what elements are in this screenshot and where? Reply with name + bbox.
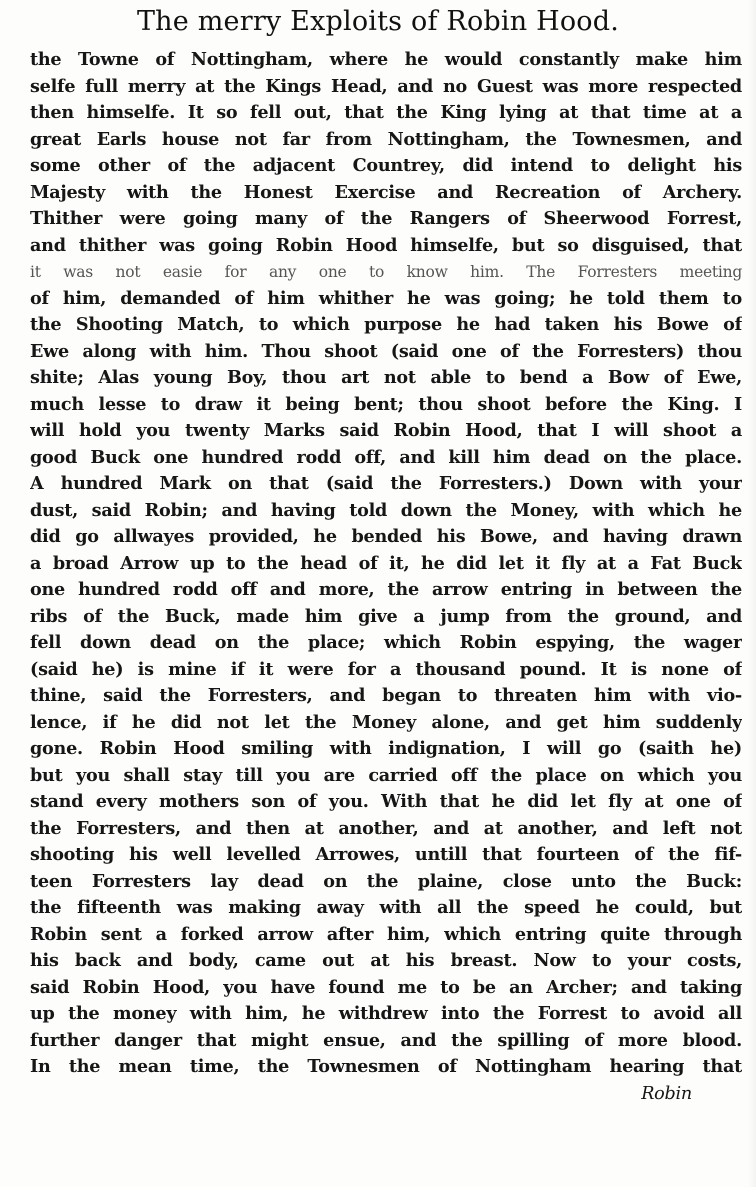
text-line: (said he) is mine if it were for a thousand pound. It is none of <box>30 658 742 680</box>
text-line: one hundred rodd off and more, the arrow entring in between the <box>30 579 742 600</box>
text-line: great Earls house not far from Nottingham, the Townesmen, and <box>30 128 742 150</box>
text-line: stand every mothers son of you. With that he did let fly at one of <box>30 791 742 812</box>
page-title: The merry Exploits of Robin Hood. <box>136 6 620 37</box>
text-line: In the mean time, the Townesmen of Nottingham hearing that <box>30 1056 742 1077</box>
text-line: thine, said the Forresters, and began to threaten him with vio- <box>30 685 742 706</box>
text-line: good Buck one hundred rodd off, and kill him dead on the place. <box>30 446 742 468</box>
text-line: the Shooting Match, to which purpose he had taken his Bowe of <box>30 314 742 335</box>
text-line: up the money with him, he withdrew into the Forrest to avoid all <box>30 1003 742 1024</box>
text-line: Majesty with the Honest Exercise and Recreation of Archery. <box>30 181 742 203</box>
text-line: of him, demanded of him whither he was going; he told them to <box>30 287 742 309</box>
text-line: shooting his well levelled Arrowes, untill that fourteen of the fif- <box>30 844 742 865</box>
text-line: the Towne of Nottingham, where he would constantly make him <box>30 49 742 70</box>
text-line: Ewe along with him. Thou shoot (said one of the Forresters) thou <box>30 340 742 362</box>
text-line: shite; Alas young Boy, thou art not able to bend a Bow of Ewe, <box>30 367 742 388</box>
text-line: A hundred Mark on that (said the Forresters.) Down with your <box>30 473 742 494</box>
text-line: the fifteenth was making away with all the speed he could, but <box>30 897 742 918</box>
text-line: but you shall stay till you are carried off the place on which you <box>30 764 742 786</box>
text-line: did go allwayes provided, he bended his Bowe, and having drawn <box>30 526 742 547</box>
text-line: gone. Robin Hood smiling with indignation, I will go (saith he) <box>30 738 742 759</box>
text-line: Robin sent a forked arrow after him, which entring quite through <box>30 923 742 945</box>
text-line: dust, said Robin; and having told down the Money, with which he <box>30 499 742 521</box>
text-line-damaged: it was not easie for any one to know him. The Forresters meeting <box>30 263 742 281</box>
text-line: lence, if he did not let the Money alone, and get him suddenly <box>30 711 742 733</box>
text-line: the Forresters, and then at another, and at another, and left not <box>30 817 742 839</box>
text-line: ribs of the Buck, made him give a jump from the ground, and <box>30 605 742 627</box>
text-line: will hold you twenty Marks said Robin Hood, that I will shoot a <box>30 420 742 441</box>
text-line: fell down dead on the place; which Robin espying, the wager <box>30 632 742 653</box>
text-line: selfe full merry at the Kings Head, and no Guest was more respected <box>30 75 742 97</box>
text-line: further danger that might ensue, and the spilling of more blood. <box>30 1029 742 1051</box>
text-line: then himselfe. It so fell out, that the King lying at that time at a <box>30 102 742 123</box>
text-line: some other of the adjacent Countrey, did intend to delight his <box>30 155 742 176</box>
catchword: Robin <box>641 1083 692 1104</box>
body-text <box>30 47 742 1107</box>
text-line: his back and body, came out at his breast. Now to your costs, <box>30 950 742 971</box>
text-line: said Robin Hood, you have found me to be an Archer; and taking <box>30 976 742 998</box>
page-edge-shadow <box>748 0 756 1187</box>
text-line: Thither were going many of the Rangers of Sheerwood Forrest, <box>30 208 742 229</box>
text-line: a broad Arrow up to the head of it, he did let it fly at a Fat Buck <box>30 552 742 574</box>
text-line: teen Forresters lay dead on the plaine, close unto the Buck: <box>30 870 742 892</box>
text-line: much lesse to draw it being bent; thou shoot before the King. I <box>30 393 742 415</box>
text-line: and thither was going Robin Hood himselfe, but so disguised, that <box>30 234 742 256</box>
